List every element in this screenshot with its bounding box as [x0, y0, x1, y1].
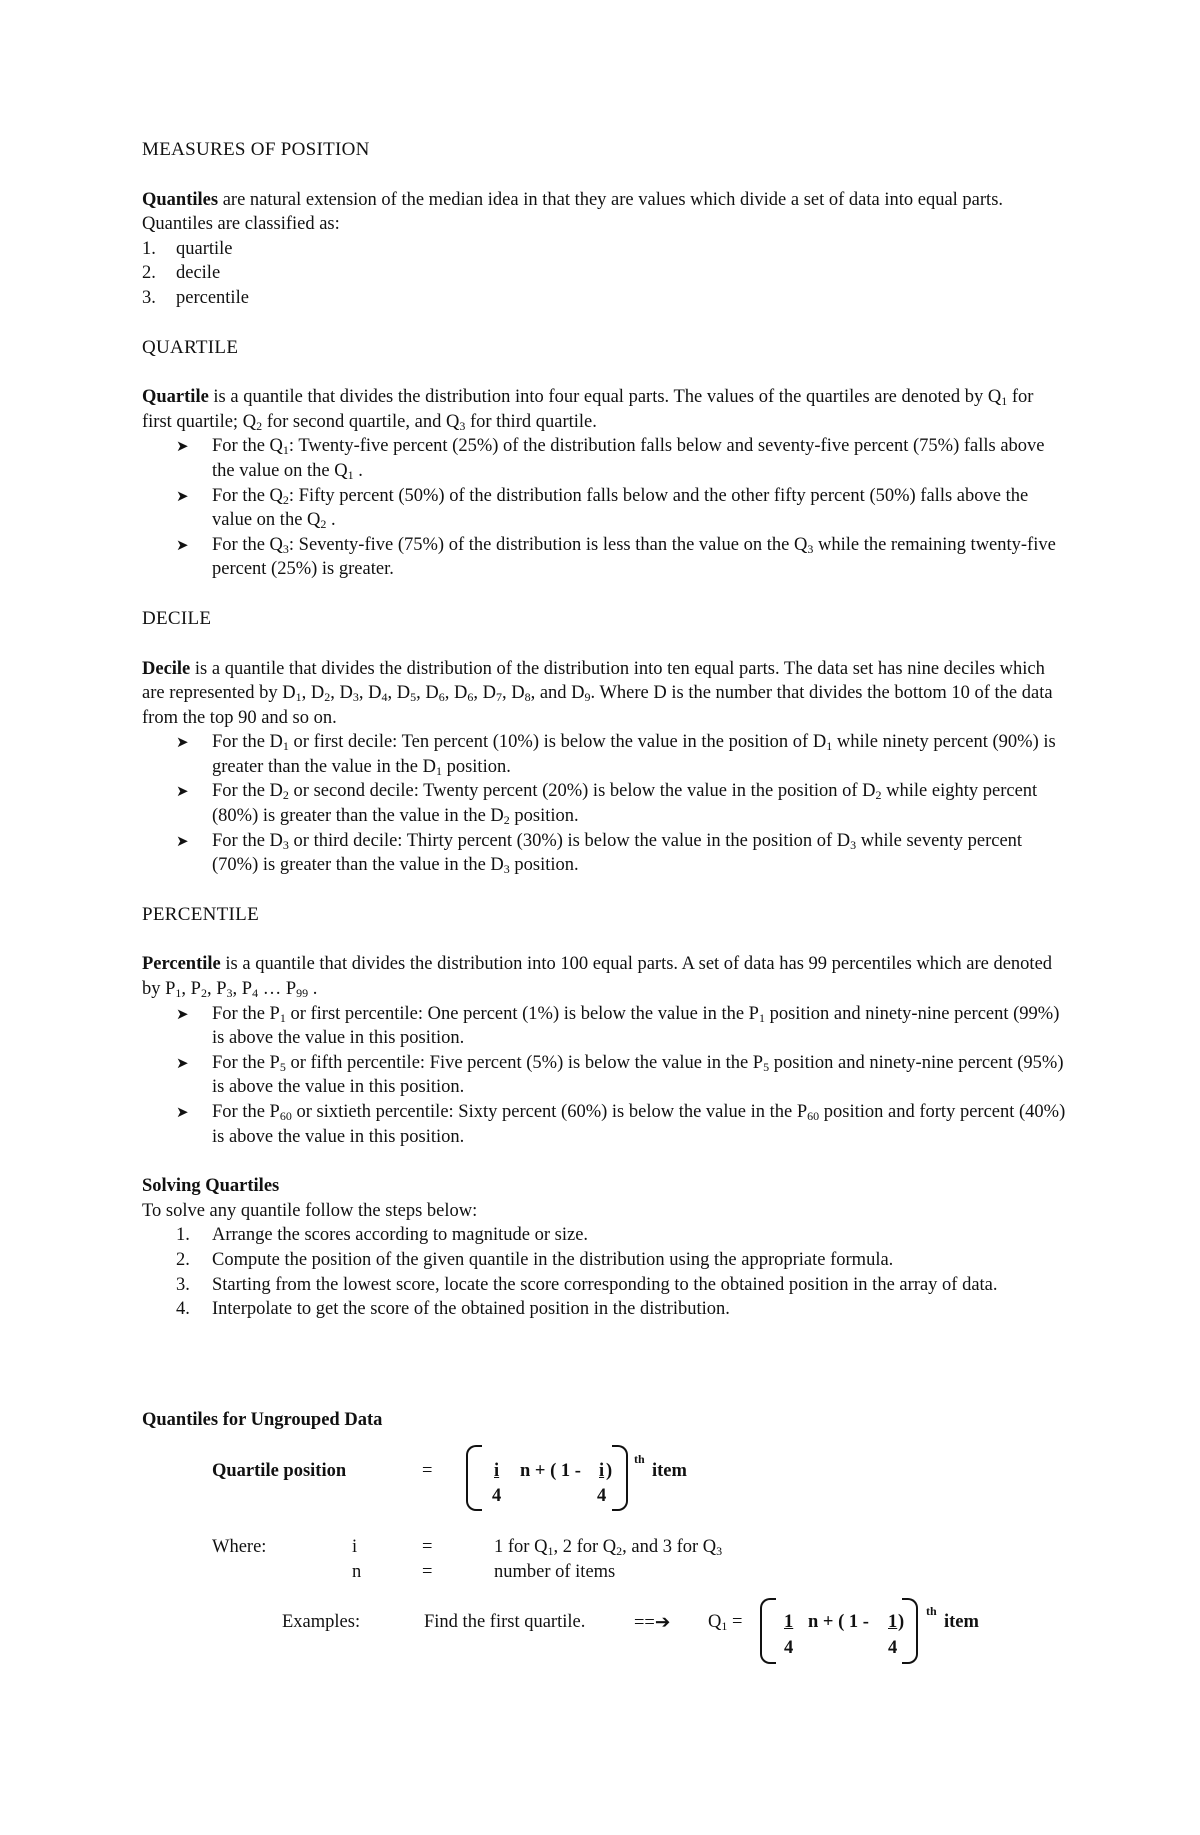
arrow-icon: ==➔	[634, 1613, 671, 1633]
solving-heading: Solving Quartiles	[142, 1176, 280, 1197]
example-numerator-1: 1	[784, 1612, 794, 1632]
list-item: 1. Arrange the scores according to magnitude or size.	[176, 1225, 589, 1246]
quartile-paragraph: Quartile is a quantile that divides the distribution into four equal parts. The values of the quartiles are denoted by $Q_1$ for first quartile; $Q_2$ for second quartile, and $Q_3$ for third quartile.	[142, 387, 1034, 433]
list-item: 1. quartile	[142, 238, 233, 259]
arrow-bullet-icon: ➤	[176, 535, 189, 554]
decile-heading: DECILE	[142, 607, 212, 629]
list-item: ➤ For the $P_1$ or first percentile: One percent (1%) is below the value in the $P_1$ position and ninety-nine percent (99%) is above the value in this position.	[176, 1002, 1067, 1051]
formula-close-paren: )	[606, 1461, 613, 1481]
percentile-bullets	[142, 1002, 1067, 1150]
quantiles-term: Quantiles	[142, 189, 219, 210]
example-left-bracket	[760, 1598, 776, 1664]
right-bracket	[612, 1445, 628, 1511]
percentile-paragraph: Percentile is a quantile that divides the distribution into 100 equal parts. A set of data has 99 percentiles which are denoted by $P_1$, $P_2$, $P_3$, $P_4$ … $P_{99}$ .	[142, 954, 1053, 1001]
left-bracket	[466, 1445, 482, 1511]
list-item: 2. Compute the position of the given quantile in the distribution using the appropriate formula.	[176, 1249, 894, 1270]
example-denominator-4-2: 4	[888, 1638, 898, 1658]
var-i: i	[352, 1537, 358, 1557]
var-n-definition: number of items	[494, 1562, 616, 1582]
example-close-paren: )	[898, 1612, 905, 1632]
decile-bullets	[142, 730, 1067, 878]
list-item: 4. Interpolate to get the score of the obtained position in the distribution.	[176, 1299, 730, 1320]
list-item: 3. Starting from the lowest score, locate the score corresponding to the obtained position in the array of data.	[176, 1274, 998, 1295]
arrow-bullet-icon: ➤	[176, 437, 189, 456]
examples-label: Examples:	[282, 1612, 361, 1632]
quantile-types-list	[142, 237, 1067, 311]
var-i-equals: =	[422, 1537, 433, 1557]
list-item: ➤ For the $Q_3$: Seventy-five (75%) of the distribution is less than the value on the $Q_3$ while the remaining twenty-five percent (25%) is greater.	[176, 533, 1067, 582]
arrow-bullet-icon: ➤	[176, 733, 189, 752]
example-q1: $Q_1$ =	[708, 1612, 743, 1633]
list-item: ➤ For the $D_2$ or second decile: Twenty percent (20%) is below the value in the position of $D_2$ while eighty percent (80%) is greater than the value in the $D_2$ position.	[176, 781, 1038, 828]
formula-equals: =	[422, 1461, 433, 1481]
formula-th: th	[634, 1452, 645, 1466]
example-text: Find the first quartile.	[424, 1612, 586, 1632]
list-item: ➤ For the $P_{60}$ or sixtieth percentile: Sixty percent (60%) is below the value in the $P_{60}$ position and forty percent (40%) is above the value in this position.	[176, 1100, 1067, 1149]
example-n-plus: n + ( 1 -	[808, 1612, 869, 1632]
decile-paragraph: Decile is a quantile that divides the distribution of the distribution into ten equal parts. The data set has nine deciles which are represented by $D_1$, $D_2$, $D_3$, $D_4$, $D_5$, $D_6$, $D_6$, $D_7$, $D_8$, and $D_9$. Where D is the number that divides the bottom 10 of the data from the top 90 and so on.	[142, 658, 1053, 728]
where-label: Where:	[212, 1537, 267, 1557]
list-item: ➤ For the $D_1$ or first decile: Ten percent (10%) is below the value in the position of $D_1$ while ninety percent (90%) is greater than the value in the $D_1$ position.	[176, 732, 1056, 778]
arrow-bullet-icon: ➤	[176, 782, 189, 801]
fraction-numerator-i-2: i	[599, 1461, 605, 1481]
list-item: ➤ For the $D_3$ or third decile: Thirty percent (30%) is below the value in the position of $D_3$ while seventy percent (70%) is greater than the value in the $D_3$ position.	[176, 830, 1023, 877]
formula-label: Quartile position	[212, 1461, 347, 1481]
solving-steps	[142, 1223, 1067, 1321]
var-i-definition: 1 for $Q_1$, 2 for $Q_2$, and 3 for $Q_3$	[494, 1537, 723, 1558]
list-item: 2. decile	[142, 263, 221, 284]
quartile-heading: QUARTILE	[142, 336, 239, 358]
quantiles-paragraph: Quantiles are natural extension of the median idea in that they are values which divide a set of data into equal parts. Quantiles are classified as:	[142, 189, 1004, 235]
ungrouped-heading: Quantiles for Ungrouped Data	[142, 1410, 383, 1430]
quartile-bullets	[142, 434, 1067, 582]
example-right-bracket	[902, 1598, 918, 1664]
solving-intro: To solve any quantile follow the steps below:	[142, 1200, 478, 1221]
list-item: ➤ For the $P_5$ or fifth percentile: Five percent (5%) is below the value in the $P_5$ position and ninety-nine percent (95%) is above the value in this position.	[176, 1051, 1067, 1100]
fraction-numerator-i: i	[494, 1461, 500, 1481]
fraction-denominator-4-2: 4	[597, 1486, 607, 1506]
arrow-bullet-icon: ➤	[176, 831, 189, 850]
var-n: n	[352, 1562, 362, 1582]
example-denominator-4: 4	[784, 1638, 794, 1658]
example-numerator-1-2: 1	[888, 1612, 898, 1632]
list-item: 3. percentile	[142, 287, 249, 308]
arrow-bullet-icon: ➤	[176, 1004, 189, 1023]
percentile-heading: PERCENTILE	[142, 903, 259, 925]
document-body	[142, 138, 1067, 1322]
example-th: th	[926, 1604, 937, 1618]
arrow-bullet-icon: ➤	[176, 1053, 189, 1072]
fraction-denominator-4: 4	[492, 1486, 502, 1506]
example-item: item	[944, 1612, 979, 1632]
list-item: ➤ For the $Q_1$: Twenty-five percent (25%) of the distribution falls below and seventy-five percent (75%) falls above the value on the $Q_1$ .	[176, 436, 1045, 482]
arrow-bullet-icon: ➤	[176, 486, 189, 505]
var-n-equals: =	[422, 1562, 433, 1582]
page-title: MEASURES OF POSITION	[142, 139, 370, 160]
formula-n-plus: n + ( 1 -	[520, 1461, 581, 1481]
arrow-bullet-icon: ➤	[176, 1103, 189, 1121]
list-item: ➤ For the $Q_2$: Fifty percent (50%) of the distribution falls below and the other fifty percent (50%) falls above the value on the $Q_2$ .	[176, 485, 1029, 532]
formula-item: item	[652, 1461, 687, 1481]
